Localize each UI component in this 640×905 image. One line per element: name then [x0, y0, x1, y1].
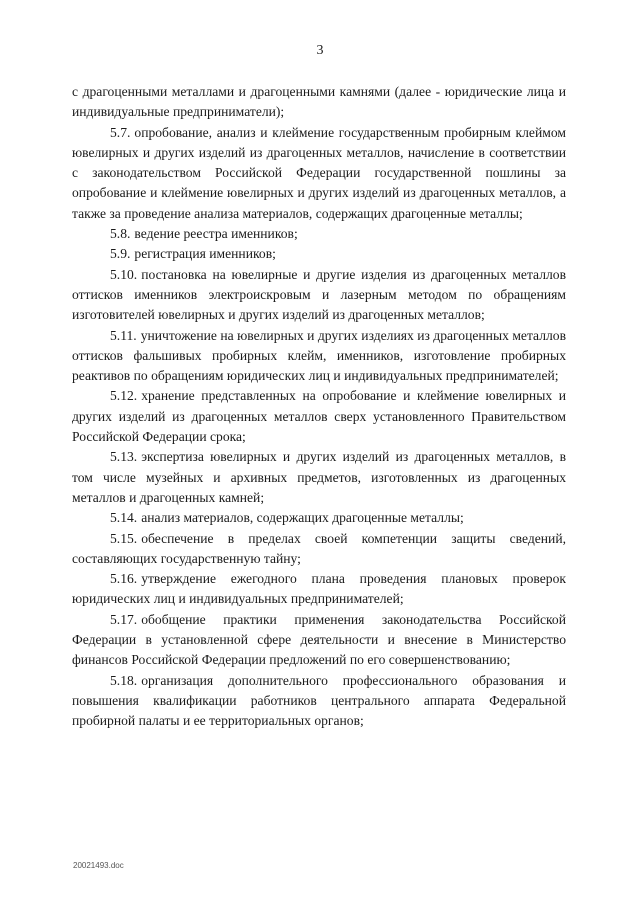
paragraph-number: 5.16. — [110, 571, 138, 587]
paragraph-number: 5.7. — [110, 124, 131, 140]
paragraph-5-14 — [72, 508, 566, 528]
paragraph-text: с драгоценными металлами и драгоценными камнями (далее - юридические лица и индивидуальные предприниматели); — [72, 84, 566, 120]
paragraph-text: опробование, анализ и клеймение государственным пробирным клеймом ювелирных и других изделий из драгоценных металлов, начисление в соответствии с законодательством Российской Федерации государственной пошлины за опробование и клеймение ювелирных и других изделий из драгоценных металлов, а также за проведение анализа материалов, содержащих драгоценные металлы; — [72, 124, 566, 221]
paragraph-5-8 — [72, 224, 566, 244]
paragraph-number: 5.12. — [110, 388, 138, 404]
paragraph-continuation — [72, 82, 566, 123]
paragraph-5-15 — [72, 529, 566, 570]
paragraph-text: постановка на ювелирные и другие изделия из драгоценных металлов оттисков именников электроискровым и лазерным методом по обращениям изготовителей ювелирных и других изделий из драгоценных металлов; — [72, 266, 566, 323]
paragraph-5-12 — [72, 386, 566, 447]
paragraph-text: обеспечение в пределах своей компетенции защиты сведений, составляющих государственную тайну; — [72, 530, 566, 566]
paragraph-text: анализ материалов, содержащих драгоценные металлы; — [141, 510, 464, 526]
paragraph-text: регистрация именников; — [134, 246, 276, 262]
paragraph-text: уничтожение на ювелирных и других изделиях из драгоценных металлов оттисков фальшивых пробирных клейм, именников, изготовление пробирных реактивов по обращениям юридических лиц и индивидуальных предпринимателей; — [72, 327, 566, 384]
paragraph-text: экспертиза ювелирных и других изделий из драгоценных металлов, в том числе музейных и архивных предметов, изготовленных из драгоценных металлов и драгоценных камней; — [72, 449, 566, 505]
file-name-footer: 20021493.doc — [73, 861, 124, 870]
paragraph-5-7 — [72, 123, 566, 224]
paragraph-number: 5.11. — [110, 327, 137, 343]
document-body — [72, 82, 566, 732]
paragraph-number: 5.13. — [110, 449, 138, 465]
paragraph-number: 5.10. — [110, 266, 138, 282]
paragraph-5-18 — [72, 671, 566, 732]
paragraph-number: 5.8. — [110, 226, 131, 242]
paragraph-text: организация дополнительного профессионального образования и повышения квалификации работников центрального аппарата Федеральной пробирной палаты и ее территориальных органов; — [72, 672, 566, 729]
page-number: 3 — [316, 43, 324, 58]
paragraph-text: хранение представленных на опробование и клеймение ювелирных и других изделий из драгоценных металлов сверх установленного Правительством Российской Федерации срока; — [72, 388, 566, 445]
paragraph-5-17 — [72, 610, 566, 671]
paragraph-5-11 — [72, 326, 566, 387]
paragraph-text: утверждение ежегодного плана проведения плановых проверок юридических лиц и индивидуальных предпринимателей; — [72, 571, 566, 607]
paragraph-text: обобщение практики применения законодательства Российской Федерации в установленной сфере деятельности и внесение в Министерство финансов Российской Федерации предложений по его совершенствованию; — [72, 611, 566, 668]
paragraph-text: ведение реестра именников; — [134, 226, 298, 242]
paragraph-5-9 — [72, 244, 566, 264]
paragraph-5-13 — [72, 447, 566, 508]
paragraph-5-10 — [72, 265, 566, 326]
paragraph-number: 5.17. — [110, 611, 138, 627]
paragraph-5-16 — [72, 569, 566, 610]
paragraph-number: 5.18. — [110, 672, 138, 688]
paragraph-number: 5.15. — [110, 530, 138, 546]
paragraph-number: 5.9. — [110, 246, 131, 262]
paragraph-number: 5.14. — [110, 510, 138, 526]
